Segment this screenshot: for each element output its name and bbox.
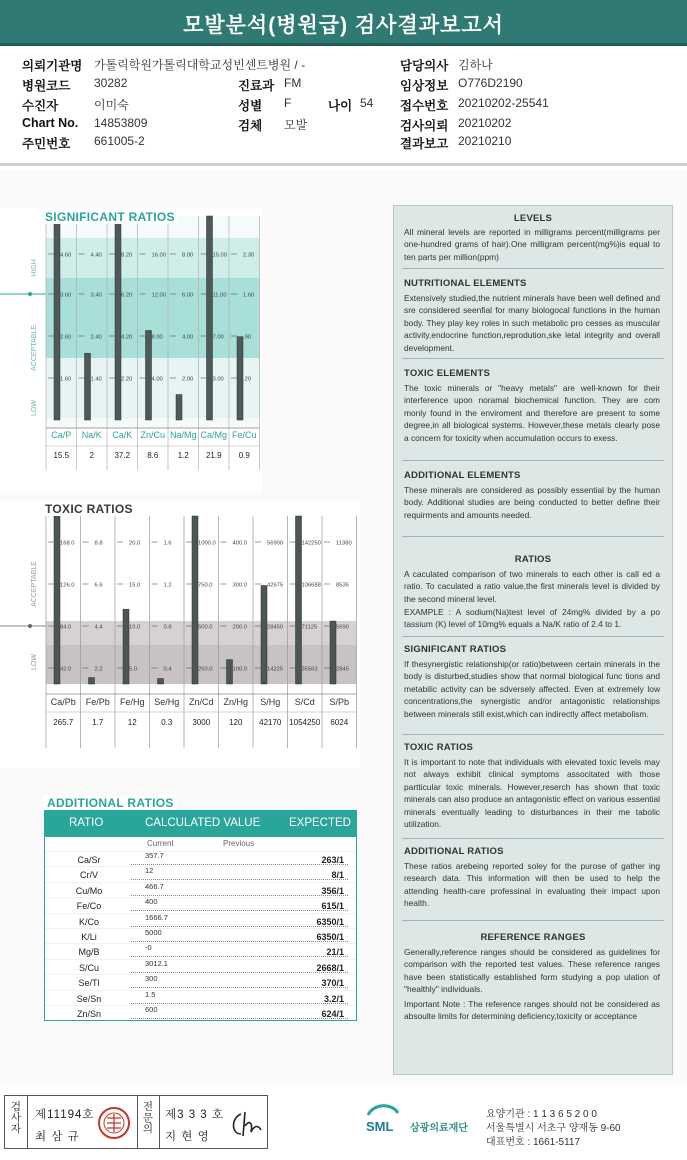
tick-label: 8.00 <box>182 252 194 259</box>
rule <box>402 636 664 637</box>
tick-label: 2.20 <box>121 376 133 383</box>
hospital-code-value: 30282 <box>94 76 128 90</box>
tick-label: 4.4 <box>94 624 103 631</box>
tick-label: 6.6 <box>94 582 103 589</box>
confirmer-license: 제3 3 3 호 <box>165 1109 224 1121</box>
value-label: 1.2 <box>177 451 189 460</box>
sub-previous: Previous <box>223 839 255 848</box>
lab-name: 삼광의료재단 <box>410 1123 468 1134</box>
tick-label: 8535 <box>336 582 349 589</box>
nutritional-heading: NUTRITIONAL ELEMENTS <box>404 278 527 289</box>
significant-ratios-chart <box>0 208 262 493</box>
rule <box>402 838 664 839</box>
tick-label: 11380 <box>336 540 352 547</box>
tick-label: 2.2 <box>94 666 103 673</box>
confirmer-name: 지 현 영 <box>165 1131 210 1143</box>
tick-label: 400.0 <box>232 540 248 547</box>
category-label: Fe/Pb <box>85 697 110 707</box>
bar-fe-hg <box>123 609 129 684</box>
category-label: Ca/K <box>112 430 133 440</box>
significant-ratios-panel <box>0 208 262 493</box>
ratio-current: 357.7 <box>145 851 164 860</box>
rule <box>402 358 664 359</box>
dotted-leader <box>131 1018 348 1019</box>
tick-label: 6.00 <box>182 292 194 299</box>
collector-value: 이미숙 <box>94 98 129 112</box>
significant-ratios-title: SIGNIFICANT RATIOS <box>42 210 178 224</box>
tick-label: 300.0 <box>232 582 248 589</box>
info-divider <box>0 163 687 166</box>
tick-label: 500.0 <box>198 624 213 631</box>
logo-text: SML <box>366 1119 394 1134</box>
low-band <box>46 358 260 418</box>
ratio-current: 466.7 <box>145 881 164 891</box>
bar-ca-p <box>54 216 60 420</box>
acceptable-band <box>46 516 357 621</box>
chart-no-value: 14853809 <box>94 116 148 130</box>
bar-ca-k <box>115 216 121 420</box>
request-date-label: 검사의뢰 <box>400 119 449 133</box>
dotted-leader <box>131 926 348 927</box>
ratio-expected: 356/1 <box>321 885 344 896</box>
explanation-panel <box>393 205 673 1075</box>
tick-label: 750.0 <box>198 582 213 589</box>
dotted-leader <box>131 879 348 880</box>
additional-ratios-text: These ratios arebeing reported soley for the purose of gather ing research data. This information will then be used to help the attending health-care professinal in evaluating their impact upon health. <box>404 861 660 909</box>
ratio-table-body <box>45 851 356 1020</box>
reference-text: Generally,reference ranges should be considered as guidelines for comparison with the reported test values. These reference ranges have been statistically established form studying a pop ulation of "healthly" individuals. <box>404 947 660 995</box>
ratios-heading: RATIOS <box>514 554 552 565</box>
ratio-row <box>45 928 356 943</box>
tick-label: 35563 <box>301 666 318 673</box>
bar-fe-pb <box>89 678 95 684</box>
value-label: 2 <box>89 451 94 460</box>
dotted-leader <box>131 987 348 988</box>
tick-label: 4.00 <box>182 334 194 341</box>
value-label: 120 <box>229 718 243 727</box>
ratio-name: Cu/Mo <box>75 885 103 896</box>
ratio-current: 1.5 <box>145 989 156 999</box>
examiner-seal <box>97 1106 131 1140</box>
tick-label: 3.60 <box>60 292 72 299</box>
ratio-current: 3012.1 <box>145 958 168 968</box>
levels-heading: LEVELS <box>513 213 553 224</box>
value-label: 21.9 <box>205 451 222 460</box>
ratio-row <box>45 882 356 897</box>
category-label: S/Pb <box>329 697 350 707</box>
col-ratio: RATIO <box>69 817 104 829</box>
ratio-name: Cr/V <box>80 870 98 881</box>
sex-label: 성별 <box>238 99 263 113</box>
dotted-leader <box>131 956 348 957</box>
sex-value: F <box>284 96 292 110</box>
col-expected: EXPECTED <box>289 817 351 829</box>
bar-na-mg <box>176 395 182 420</box>
category-label: Ca/Pb <box>50 697 76 707</box>
doctor-value: 김하나 <box>458 58 493 72</box>
value-label: 6024 <box>330 718 349 727</box>
institution-code: 요양기관 : 1 1 3 6 5 2 0 0 <box>486 1109 597 1120</box>
dotted-leader <box>131 895 348 896</box>
tick-label: 200.0 <box>232 624 248 631</box>
value-label: 37.2 <box>114 451 131 460</box>
zone-label: ACCEPTABLE <box>31 325 38 371</box>
ratio-row <box>45 959 356 974</box>
category-label: S/Cd <box>294 697 315 707</box>
acceptable-band <box>46 278 260 358</box>
ratio-current: 1666.7 <box>145 912 168 922</box>
ratio-name: Mg/B <box>78 947 100 958</box>
value-label: 8.6 <box>147 451 159 460</box>
additional-ratios-table <box>44 810 357 1021</box>
additional-ratios-heading: ADDITIONAL RATIOS <box>404 846 504 857</box>
value-label: 0.3 <box>161 718 173 727</box>
zone-label: LOW <box>31 400 38 416</box>
dotted-leader <box>131 864 348 865</box>
tick-label: 4.20 <box>121 334 133 341</box>
tick-label: 2.60 <box>60 334 72 341</box>
sub-current: Current <box>147 839 174 848</box>
receipt-no-label: 접수번호 <box>400 99 449 113</box>
ratio-expected: 2668/1 <box>316 962 344 973</box>
levels-text: All mineral levels are reported in milligrams percent(milligrams per one-hundred grams of hair).One milligram percent(mg%)is equal to ten parts per million(ppm) <box>404 227 660 262</box>
confirmer-signature <box>227 1104 265 1142</box>
dotted-leader <box>131 910 348 911</box>
ratio-expected: 615/1 <box>321 901 344 912</box>
bar-zn-cu <box>146 330 152 420</box>
confirmer-label: 전문의 <box>142 1101 154 1135</box>
ratio-current: 300 <box>145 974 158 984</box>
institution-label: 의뢰기관명 <box>22 59 83 73</box>
ratio-expected: 8/1 <box>331 870 344 881</box>
ratio-table-header <box>45 811 356 837</box>
ratio-name: Zn/Sn <box>76 1008 101 1019</box>
examiner-license: 제11194호 <box>35 1109 95 1121</box>
tick-label: 4.40 <box>90 252 102 259</box>
toxic-ratios-title: TOXIC RATIOS <box>42 502 136 516</box>
tick-label: 15.0 <box>129 582 141 589</box>
tick-label: 1000.0 <box>198 540 216 547</box>
tick-label: 2845 <box>336 666 349 673</box>
value-label: 265.7 <box>53 718 74 727</box>
tick-label: 10.0 <box>129 624 141 631</box>
category-label: Na/K <box>81 430 102 440</box>
ratio-expected: 21/1 <box>326 947 344 958</box>
ratio-row <box>45 866 356 881</box>
tick-label: 4.00 <box>151 376 163 383</box>
receipt-no-value: 20210202-25541 <box>458 96 549 110</box>
dotted-leader <box>131 1003 348 1004</box>
signature-box <box>4 1095 268 1149</box>
axis-dot <box>28 624 32 628</box>
toxic-ratios-heading: TOXIC RATIOS <box>404 742 474 753</box>
specimen-value: 모발 <box>284 118 308 132</box>
tick-label: 7.00 <box>212 334 224 341</box>
toxic-ratios-panel <box>0 500 360 768</box>
examiner-name: 최 삼 규 <box>35 1131 80 1143</box>
tick-label: 1.60 <box>243 292 255 299</box>
tick-label: 8.8 <box>94 540 103 547</box>
toxic-ratios-text: It is important to note that individuals with elevated toxic levels may not always exhibit clinical symptoms associtated with those partticular toxic minerals. However,reserch has shown that toxic minerals can also produce an antagonistic effect on various essential minerals eventually leading to disturbances in their me tabolic utilization. <box>404 757 660 830</box>
value-label: 42170 <box>259 718 282 727</box>
tick-label: 14225 <box>267 666 284 673</box>
ratios-text: A caculated comparison of two minerals to each other is call ed a ratio. To caculated a ratio value,the first minerals level is divided by the second mineral level. <box>404 569 660 604</box>
nutritional-text: Extensively studied,the nutrient minerals have been well defined and sre considered seenfial for many biologocal functions in the human body. They play key roles in such metabolic pro cesses as muscular activity,endocrine function,reprodution,ske letal integrity and overall development. <box>404 293 660 353</box>
ratio-expected: 6350/1 <box>316 931 344 942</box>
category-label: Fe/Cu <box>231 430 257 440</box>
tick-label: 8.00 <box>151 334 163 341</box>
rule <box>402 920 664 921</box>
bar-na-k <box>85 353 91 420</box>
report-date-label: 결과보고 <box>400 137 449 151</box>
ratio-name: Se/Tl <box>78 978 100 989</box>
rule <box>402 460 664 461</box>
scanned-report <box>0 170 687 1085</box>
additional-ratios-title: ADDITIONAL RATIOS <box>44 796 177 810</box>
clinical-info-label: 임상정보 <box>400 79 449 93</box>
ratio-current: 12 <box>145 866 154 876</box>
ratio-name: S/Cu <box>78 962 99 973</box>
tick-label: 5.0 <box>129 666 138 673</box>
report-date-value: 20210210 <box>458 134 512 148</box>
ratio-name: Fe/Co <box>76 901 102 912</box>
value-label: 0.9 <box>238 451 250 460</box>
category-label: Zn/Hg <box>223 697 249 707</box>
tick-label: 106688 <box>301 582 321 589</box>
tick-label: 15.00 <box>212 252 228 259</box>
tick-label: 20.0 <box>129 540 141 547</box>
tick-label: 71125 <box>301 624 318 631</box>
category-label: Na/Mg <box>169 430 197 440</box>
tick-label: 4.60 <box>60 252 72 259</box>
tick-label: 3.40 <box>90 292 102 299</box>
ratio-expected: 624/1 <box>321 1008 344 1019</box>
ratios-example: EXAMPLE : A sodium(Na)test level of 24mg% divided by a po tassium (K) level of 10mg% equals a Na/K ratio of 2.4 to 1. <box>404 607 660 630</box>
significant-text: If thesynergistic relationship(or ratio)between certain minerals in the body is disturbed,studies show that normal biological func tions and metabilic activity can be sdversely affected. Even at extremely low concentrations,the synergistic and/or antagonistic relationships between minerals still exist,which can indirectly affect metabolism. <box>404 659 660 719</box>
tick-label: 1.6 <box>163 540 172 547</box>
dept-value: FM <box>284 76 302 90</box>
rule <box>402 734 664 735</box>
report-title: 모발분석(병원급) 검사결과보고서 <box>183 14 504 37</box>
tick-label: 142250 <box>301 540 321 547</box>
category-label: Se/Hg <box>154 697 180 707</box>
ratio-table-subheader <box>45 837 356 851</box>
value-label: 1.7 <box>92 718 104 727</box>
ratio-expected: 263/1 <box>321 855 344 865</box>
ratio-row <box>45 851 356 866</box>
value-label: 3000 <box>192 718 211 727</box>
sml-logo-icon <box>364 1101 400 1141</box>
lab-address: 서울특별시 서초구 양재동 9-60 <box>486 1123 621 1134</box>
ratio-expected: 6350/1 <box>316 916 344 927</box>
category-label: Zn/Cd <box>188 697 214 707</box>
tick-label: 42675 <box>267 582 284 589</box>
ratio-expected: 3.2/1 <box>323 993 344 1004</box>
toxic-elements-text: The toxic minerals or "heavy metals" are well-known for their interference upon noramal biochemical function. They are com monly found in the enviroment and therefore are present to some degree,in all biological systems. However,these metals clearly pose a concern for toxicity when accumulation occurs to exess. <box>404 383 660 443</box>
category-label: Fe/Hg <box>119 697 145 707</box>
rule <box>402 268 664 269</box>
specimen-label: 검체 <box>238 119 263 133</box>
ratio-row <box>45 913 356 928</box>
divider <box>27 1096 28 1148</box>
tick-label: 42.0 <box>60 666 72 673</box>
chart-no-label: Chart No. <box>22 116 79 130</box>
ratio-row <box>45 943 356 958</box>
tick-label: .20 <box>243 376 252 383</box>
toxic-ratios-chart <box>0 500 360 768</box>
ratio-current: 400 <box>145 897 158 907</box>
tick-label: 2.00 <box>182 376 194 383</box>
ratio-expected: 370/1 <box>321 978 344 989</box>
tick-label: .90 <box>243 334 252 341</box>
category-label: S/Hg <box>260 697 281 707</box>
tick-label: 1.2 <box>163 582 172 589</box>
resident-no-value: 661005-2 <box>94 134 145 148</box>
category-label: Zn/Cu <box>140 430 166 440</box>
doctor-label: 담당의사 <box>400 59 449 73</box>
additional-elements-text: These minerals are considered as possibly essential by the human body. Additional studies are being conducted to better define their requirments and amounts needed. <box>404 485 660 520</box>
tick-label: 11.00 <box>212 292 227 299</box>
tick-label: 168.0 <box>60 540 75 547</box>
additional-elements-heading: ADDITIONAL ELEMENTS <box>404 470 521 481</box>
rule <box>402 536 664 537</box>
ratio-current: -0 <box>145 943 152 953</box>
ratio-current: 600 <box>145 1004 158 1014</box>
ratio-name: Se/Sn <box>76 993 102 1004</box>
tick-label: 3.00 <box>212 376 224 383</box>
tick-label: 12.00 <box>151 292 167 299</box>
age-label: 나이 <box>328 99 353 113</box>
report-header <box>0 0 687 46</box>
ratio-current: 5000 <box>145 927 162 937</box>
category-label: Ca/P <box>51 430 72 440</box>
clinical-info-value: O776D2190 <box>458 76 523 90</box>
resident-no-label: 주민번호 <box>22 137 71 151</box>
axis-dot <box>28 292 32 296</box>
tick-label: 28450 <box>267 624 284 631</box>
tick-label: 100.0 <box>232 666 248 673</box>
ratio-name: Ca/Sr <box>77 855 101 865</box>
tick-label: 1.40 <box>90 376 102 383</box>
patient-info <box>0 50 687 164</box>
tick-label: 16.00 <box>151 252 167 259</box>
zone-label: ACCEPTABLE <box>31 561 38 607</box>
collector-label: 수진자 <box>22 99 59 113</box>
toxic-elements-heading: TOXIC ELEMENTS <box>404 368 491 379</box>
tick-label: 126.0 <box>60 582 75 589</box>
reference-note: Important Note : The reference ranges should not be considered as absoulte limits for determining deficiency,toxicity or acceptance <box>404 999 660 1022</box>
reference-heading: REFERENCE RANGES <box>480 932 586 943</box>
ratio-row <box>45 897 356 912</box>
tick-label: 250.0 <box>198 666 213 673</box>
lab-phone: 대표번호 : 1661-5117 <box>486 1137 581 1148</box>
ratio-name: K/Li <box>81 931 97 942</box>
significant-heading: SIGNIFICANT RATIOS <box>404 644 507 655</box>
bar-se-hg <box>158 679 164 685</box>
ratio-row <box>45 974 356 989</box>
dotted-leader <box>131 972 348 973</box>
category-label: Ca/Mg <box>200 430 228 440</box>
tick-label: 1.60 <box>60 376 72 383</box>
divider <box>137 1096 138 1148</box>
value-label: 15.5 <box>53 451 70 460</box>
age-value: 54 <box>360 96 374 110</box>
bar-s-pb <box>330 621 336 684</box>
zone-label: HIGH <box>31 259 38 277</box>
request-date-value: 20210202 <box>458 116 512 130</box>
tick-label: 8.20 <box>121 252 133 259</box>
tick-label: 84.0 <box>60 624 72 631</box>
ratio-row <box>45 1005 356 1020</box>
institution-value: 가톨릭학원가톨릭대학교성빈센트병원 / - <box>94 58 306 72</box>
ratio-row <box>45 990 356 1005</box>
tick-label: 2.30 <box>243 252 255 259</box>
dept-label: 진료과 <box>238 79 275 93</box>
divider <box>159 1096 160 1148</box>
tick-label: 5690 <box>336 624 349 631</box>
tick-label: 0.4 <box>163 666 172 673</box>
tick-label: 56900 <box>267 540 284 547</box>
hospital-code-label: 병원코드 <box>22 79 71 93</box>
tick-label: 0.8 <box>163 624 172 631</box>
bar-ca-mg <box>207 216 213 420</box>
tick-label: 6.20 <box>121 292 133 299</box>
value-label: 1054250 <box>289 718 321 727</box>
col-calculated: CALCULATED VALUE <box>145 817 261 829</box>
zone-label: LOW <box>31 654 38 670</box>
value-label: 12 <box>127 718 137 727</box>
ratio-name: K/Co <box>78 916 99 927</box>
dotted-leader <box>131 941 348 942</box>
examiner-label: 검사자 <box>10 1101 22 1135</box>
tick-label: 2.40 <box>90 334 102 341</box>
report-footer <box>0 1093 687 1153</box>
